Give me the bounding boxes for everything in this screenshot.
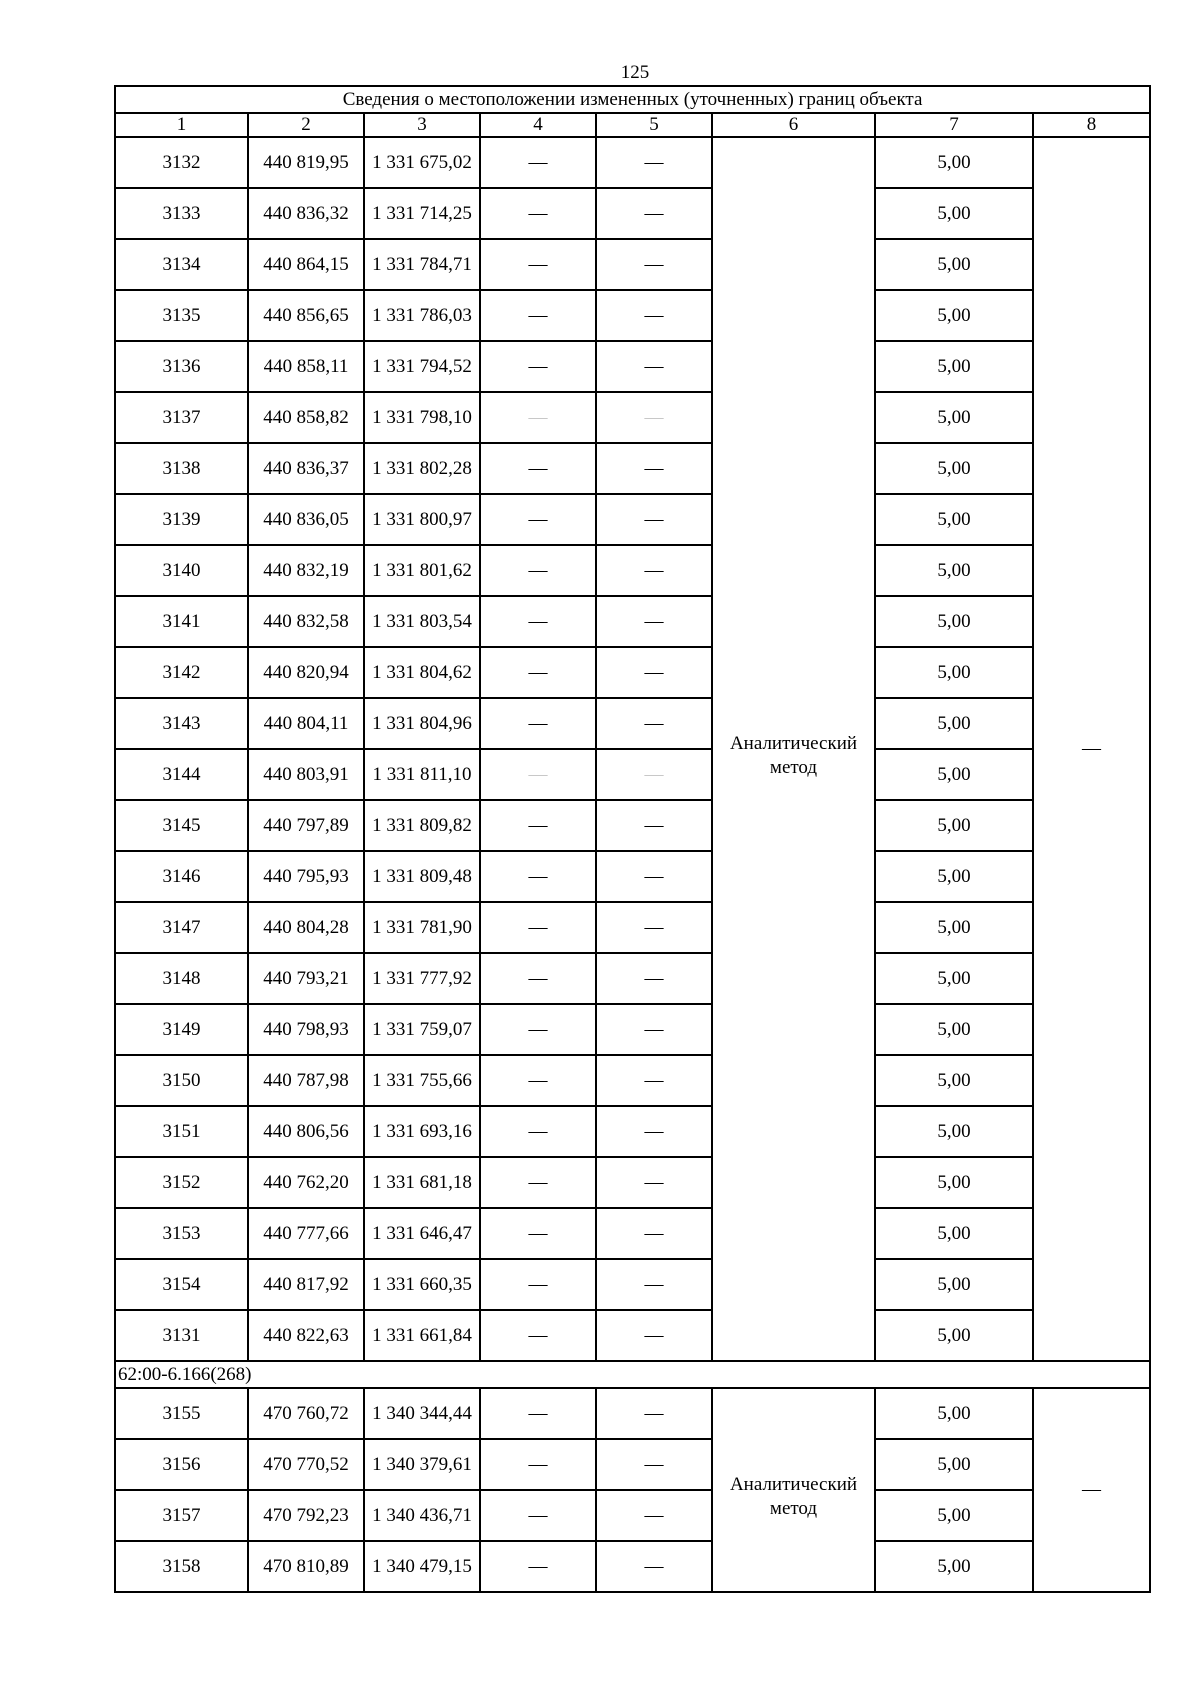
col4-dash-cell: — [480,1310,596,1361]
x-coordinate-cell: 470 792,23 [248,1490,364,1541]
col4-dash-cell: — [480,1490,596,1541]
col5-dash-cell: — [596,1157,712,1208]
accuracy-cell: 5,00 [875,698,1033,749]
accuracy-cell: 5,00 [875,188,1033,239]
column-header: 4 [480,113,596,137]
y-coordinate-cell: 1 340 379,61 [364,1439,480,1490]
table-row [115,290,1150,341]
table-row [115,1439,1150,1490]
col5-dash-cell: — [596,1208,712,1259]
table-title-row [115,86,1150,113]
x-coordinate-cell: 470 770,52 [248,1439,364,1490]
x-coordinate-cell: 440 817,92 [248,1259,364,1310]
table-row [115,392,1150,443]
method-cell: Аналитический метод [712,137,875,1361]
y-coordinate-cell: 1 331 777,92 [364,953,480,1004]
boundary-coordinates-table [114,85,1151,1593]
point-number-cell: 3157 [115,1490,248,1541]
table-title: Сведения о местоположении измененных (уточненных) границ объекта [115,86,1150,113]
accuracy-cell: 5,00 [875,137,1033,188]
x-coordinate-cell: 440 795,93 [248,851,364,902]
point-number-cell: 3142 [115,647,248,698]
point-number-cell: 3158 [115,1541,248,1592]
point-number-cell: 3144 [115,749,248,800]
y-coordinate-cell: 1 331 784,71 [364,239,480,290]
accuracy-cell: 5,00 [875,1490,1033,1541]
col5-dash-cell: — [596,341,712,392]
x-coordinate-cell: 440 798,93 [248,1004,364,1055]
y-coordinate-cell: 1 331 759,07 [364,1004,480,1055]
y-coordinate-cell: 1 331 681,18 [364,1157,480,1208]
x-coordinate-cell: 440 777,66 [248,1208,364,1259]
table-row [115,749,1150,800]
table-row [115,137,1150,188]
col4-dash-cell: — [480,749,596,800]
accuracy-cell: 5,00 [875,1208,1033,1259]
point-number-cell: 3149 [115,1004,248,1055]
column-header: 3 [364,113,480,137]
y-coordinate-cell: 1 340 344,44 [364,1388,480,1439]
col4-dash-cell: — [480,341,596,392]
accuracy-cell: 5,00 [875,392,1033,443]
col5-dash-cell: — [596,137,712,188]
accuracy-cell: 5,00 [875,239,1033,290]
point-number-cell: 3150 [115,1055,248,1106]
y-coordinate-cell: 1 331 660,35 [364,1259,480,1310]
col5-dash-cell: — [596,647,712,698]
point-number-cell: 3152 [115,1157,248,1208]
point-number-cell: 3143 [115,698,248,749]
column-header: 2 [248,113,364,137]
accuracy-cell: 5,00 [875,1004,1033,1055]
col5-dash-cell: — [596,1439,712,1490]
col4-dash-cell: — [480,1004,596,1055]
accuracy-cell: 5,00 [875,647,1033,698]
table-row [115,1310,1150,1361]
x-coordinate-cell: 440 819,95 [248,137,364,188]
table-row [115,341,1150,392]
col4-dash-cell: — [480,494,596,545]
column-header: 8 [1033,113,1150,137]
point-number-cell: 3134 [115,239,248,290]
y-coordinate-cell: 1 331 675,02 [364,137,480,188]
accuracy-cell: 5,00 [875,341,1033,392]
point-number-cell: 3155 [115,1388,248,1439]
x-coordinate-cell: 440 803,91 [248,749,364,800]
point-number-cell: 3135 [115,290,248,341]
accuracy-cell: 5,00 [875,596,1033,647]
accuracy-cell: 5,00 [875,953,1033,1004]
col4-dash-cell: — [480,1259,596,1310]
y-coordinate-cell: 1 331 693,16 [364,1106,480,1157]
x-coordinate-cell: 440 864,15 [248,239,364,290]
method-cell: Аналитический метод [712,1388,875,1592]
y-coordinate-cell: 1 331 798,10 [364,392,480,443]
point-number-cell: 3141 [115,596,248,647]
x-coordinate-cell: 440 787,98 [248,1055,364,1106]
col4-dash-cell: — [480,800,596,851]
col5-dash-cell: — [596,290,712,341]
y-coordinate-cell: 1 331 801,62 [364,545,480,596]
y-coordinate-cell: 1 331 714,25 [364,188,480,239]
table-row [115,953,1150,1004]
y-coordinate-cell: 1 331 646,47 [364,1208,480,1259]
point-number-cell: 3147 [115,902,248,953]
x-coordinate-cell: 440 832,58 [248,596,364,647]
y-coordinate-cell: 1 331 802,28 [364,443,480,494]
col4-dash-cell: — [480,545,596,596]
x-coordinate-cell: 440 836,05 [248,494,364,545]
col4-dash-cell: — [480,647,596,698]
table-row [115,1004,1150,1055]
col5-dash-cell: — [596,1388,712,1439]
y-coordinate-cell: 1 331 794,52 [364,341,480,392]
accuracy-cell: 5,00 [875,1157,1033,1208]
table-row [115,596,1150,647]
point-number-cell: 3151 [115,1106,248,1157]
x-coordinate-cell: 440 804,28 [248,902,364,953]
table-row [115,902,1150,953]
table-row [115,1490,1150,1541]
point-number-cell: 3137 [115,392,248,443]
table-row [115,1055,1150,1106]
point-number-cell: 3148 [115,953,248,1004]
y-coordinate-cell: 1 331 803,54 [364,596,480,647]
col4-dash-cell: — [480,1439,596,1490]
accuracy-cell: 5,00 [875,1439,1033,1490]
col4-dash-cell: — [480,1208,596,1259]
y-coordinate-cell: 1 331 804,96 [364,698,480,749]
table-row [115,851,1150,902]
point-number-cell: 3145 [115,800,248,851]
col4-dash-cell: — [480,851,596,902]
table-row [115,1106,1150,1157]
x-coordinate-cell: 470 760,72 [248,1388,364,1439]
accuracy-cell: 5,00 [875,1259,1033,1310]
accuracy-cell: 5,00 [875,443,1033,494]
page-number: 125 [620,62,650,83]
point-number-cell: 3153 [115,1208,248,1259]
col5-dash-cell: — [596,545,712,596]
y-coordinate-cell: 1 331 809,82 [364,800,480,851]
point-number-cell: 3146 [115,851,248,902]
col4-dash-cell: — [480,1541,596,1592]
table-row [115,698,1150,749]
col4-dash-cell: — [480,239,596,290]
x-coordinate-cell: 440 856,65 [248,290,364,341]
col4-dash-cell: — [480,290,596,341]
point-number-cell: 3136 [115,341,248,392]
accuracy-cell: 5,00 [875,1388,1033,1439]
col8-dash-cell: — [1033,137,1150,1361]
col5-dash-cell: — [596,1310,712,1361]
accuracy-cell: 5,00 [875,902,1033,953]
col5-dash-cell: — [596,1490,712,1541]
y-coordinate-cell: 1 331 755,66 [364,1055,480,1106]
x-coordinate-cell: 440 820,94 [248,647,364,698]
point-number-cell: 3156 [115,1439,248,1490]
col5-dash-cell: — [596,749,712,800]
x-coordinate-cell: 470 810,89 [248,1541,364,1592]
column-header: 5 [596,113,712,137]
accuracy-cell: 5,00 [875,800,1033,851]
x-coordinate-cell: 440 858,11 [248,341,364,392]
x-coordinate-cell: 440 793,21 [248,953,364,1004]
accuracy-cell: 5,00 [875,1541,1033,1592]
point-number-cell: 3154 [115,1259,248,1310]
col5-dash-cell: — [596,188,712,239]
table-row [115,1259,1150,1310]
col5-dash-cell: — [596,1259,712,1310]
table-row [115,443,1150,494]
x-coordinate-cell: 440 836,37 [248,443,364,494]
accuracy-cell: 5,00 [875,1106,1033,1157]
section-label-row [115,1361,1150,1388]
col5-dash-cell: — [596,698,712,749]
col5-dash-cell: — [596,1541,712,1592]
col5-dash-cell: — [596,596,712,647]
y-coordinate-cell: 1 340 479,15 [364,1541,480,1592]
col4-dash-cell: — [480,1106,596,1157]
accuracy-cell: 5,00 [875,1310,1033,1361]
y-coordinate-cell: 1 331 804,62 [364,647,480,698]
col8-dash-cell: — [1033,1388,1150,1592]
col4-dash-cell: — [480,1388,596,1439]
x-coordinate-cell: 440 797,89 [248,800,364,851]
accuracy-cell: 5,00 [875,545,1033,596]
col5-dash-cell: — [596,851,712,902]
x-coordinate-cell: 440 762,20 [248,1157,364,1208]
table-row [115,647,1150,698]
point-number-cell: 3131 [115,1310,248,1361]
col5-dash-cell: — [596,902,712,953]
x-coordinate-cell: 440 806,56 [248,1106,364,1157]
x-coordinate-cell: 440 836,32 [248,188,364,239]
table-row [115,1541,1150,1592]
col4-dash-cell: — [480,443,596,494]
section-label: 62:00-6.166(268) [115,1361,1150,1388]
col5-dash-cell: — [596,1004,712,1055]
y-coordinate-cell: 1 331 786,03 [364,290,480,341]
y-coordinate-cell: 1 331 781,90 [364,902,480,953]
y-coordinate-cell: 1 331 809,48 [364,851,480,902]
col5-dash-cell: — [596,443,712,494]
point-number-cell: 3132 [115,137,248,188]
accuracy-cell: 5,00 [875,1055,1033,1106]
col4-dash-cell: — [480,392,596,443]
col5-dash-cell: — [596,1055,712,1106]
table-row [115,1157,1150,1208]
y-coordinate-cell: 1 331 661,84 [364,1310,480,1361]
point-number-cell: 3133 [115,188,248,239]
point-number-cell: 3140 [115,545,248,596]
col4-dash-cell: — [480,953,596,1004]
point-number-cell: 3138 [115,443,248,494]
accuracy-cell: 5,00 [875,494,1033,545]
col4-dash-cell: — [480,698,596,749]
table-row [115,1388,1150,1439]
col4-dash-cell: — [480,1055,596,1106]
col5-dash-cell: — [596,392,712,443]
col4-dash-cell: — [480,188,596,239]
column-header: 1 [115,113,248,137]
table-row [115,494,1150,545]
x-coordinate-cell: 440 858,82 [248,392,364,443]
table-row [115,1208,1150,1259]
col5-dash-cell: — [596,953,712,1004]
col4-dash-cell: — [480,596,596,647]
x-coordinate-cell: 440 832,19 [248,545,364,596]
y-coordinate-cell: 1 331 800,97 [364,494,480,545]
col5-dash-cell: — [596,239,712,290]
col4-dash-cell: — [480,902,596,953]
point-number-cell: 3139 [115,494,248,545]
y-coordinate-cell: 1 340 436,71 [364,1490,480,1541]
col5-dash-cell: — [596,494,712,545]
column-header: 6 [712,113,875,137]
x-coordinate-cell: 440 822,63 [248,1310,364,1361]
col4-dash-cell: — [480,137,596,188]
column-header-row [115,113,1150,137]
column-header: 7 [875,113,1033,137]
accuracy-cell: 5,00 [875,851,1033,902]
y-coordinate-cell: 1 331 811,10 [364,749,480,800]
x-coordinate-cell: 440 804,11 [248,698,364,749]
table-row [115,800,1150,851]
table-row [115,239,1150,290]
table-row [115,188,1150,239]
col5-dash-cell: — [596,1106,712,1157]
accuracy-cell: 5,00 [875,749,1033,800]
col5-dash-cell: — [596,800,712,851]
table-row [115,545,1150,596]
accuracy-cell: 5,00 [875,290,1033,341]
col4-dash-cell: — [480,1157,596,1208]
